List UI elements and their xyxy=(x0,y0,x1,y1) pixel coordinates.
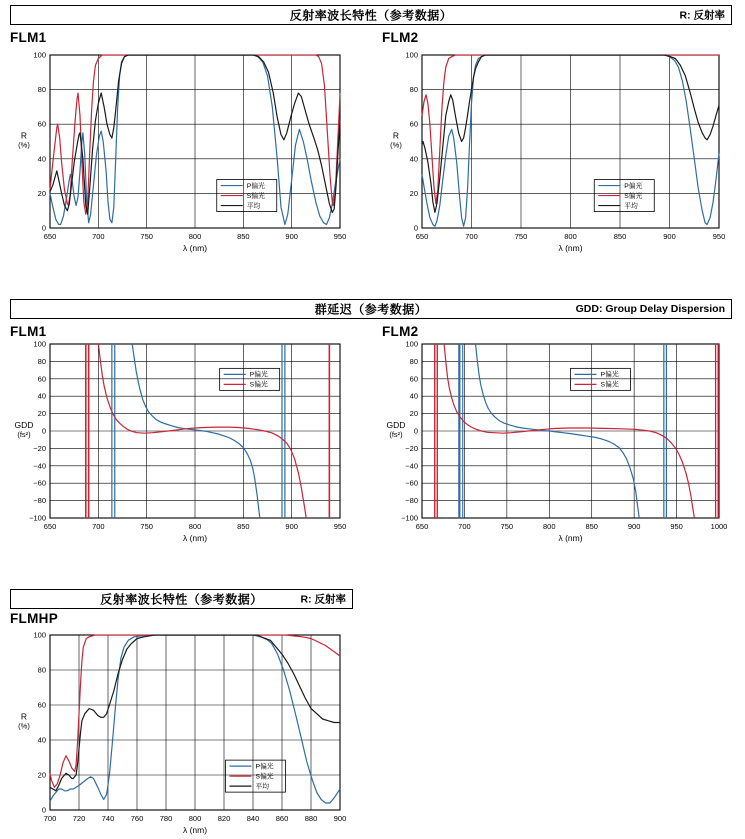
svg-text:700: 700 xyxy=(43,814,57,823)
svg-text:40: 40 xyxy=(409,391,418,401)
svg-text:S偏光: S偏光 xyxy=(600,381,619,389)
svg-text:60: 60 xyxy=(37,374,46,384)
svg-text:900: 900 xyxy=(627,522,641,531)
svg-text:740: 740 xyxy=(101,814,115,823)
chart-flm2-gdd xyxy=(382,339,731,548)
svg-text:900: 900 xyxy=(333,814,347,823)
svg-text:R: R xyxy=(20,130,28,141)
svg-text:860: 860 xyxy=(275,814,289,823)
svg-text:820: 820 xyxy=(217,814,231,823)
svg-text:800: 800 xyxy=(543,522,556,531)
section-note: R: 反射率 xyxy=(300,593,346,606)
svg-text:720: 720 xyxy=(72,814,86,823)
svg-text:650: 650 xyxy=(415,232,429,241)
chart-title-flm2-gdd: FLM2 xyxy=(382,324,419,339)
svg-text:S偏光: S偏光 xyxy=(255,773,274,781)
svg-text:20: 20 xyxy=(37,770,46,780)
svg-text:P偏光: P偏光 xyxy=(255,763,274,771)
svg-text:0: 0 xyxy=(41,223,46,233)
chart-title-flm1-r: FLM1 xyxy=(10,30,47,45)
svg-text:0: 0 xyxy=(413,223,418,233)
svg-text:1000: 1000 xyxy=(710,522,728,531)
svg-text:0: 0 xyxy=(41,805,46,815)
svg-text:100: 100 xyxy=(405,50,418,60)
section-title: 反射率波长特性（参考数据） xyxy=(100,592,263,607)
svg-text:60: 60 xyxy=(37,119,46,129)
svg-text:20: 20 xyxy=(37,188,46,198)
svg-text:840: 840 xyxy=(246,814,260,823)
svg-text:−100: −100 xyxy=(29,513,46,523)
svg-text:60: 60 xyxy=(409,374,418,384)
svg-text:20: 20 xyxy=(409,409,418,419)
svg-text:60: 60 xyxy=(409,119,418,129)
svg-text:S偏光: S偏光 xyxy=(249,381,268,389)
svg-text:λ (nm): λ (nm) xyxy=(182,243,208,253)
svg-text:950: 950 xyxy=(333,232,347,241)
svg-text:80: 80 xyxy=(409,356,418,366)
svg-text:P偏光: P偏光 xyxy=(600,371,619,379)
svg-text:700: 700 xyxy=(92,522,105,531)
svg-text:GDD: GDD xyxy=(386,420,406,430)
chart-flm1-gdd xyxy=(10,339,352,548)
svg-text:950: 950 xyxy=(712,232,726,241)
chart-flm1-reflectivity xyxy=(10,50,352,258)
svg-text:−80: −80 xyxy=(33,496,46,506)
svg-text:P偏光: P偏光 xyxy=(246,182,265,190)
chart-flm2-reflectivity xyxy=(382,50,731,258)
svg-text:−40: −40 xyxy=(405,461,418,471)
section-note: GDD: Group Delay Dispersion xyxy=(575,303,725,315)
svg-text:900: 900 xyxy=(285,522,298,531)
svg-text:P偏光: P偏光 xyxy=(624,182,643,190)
svg-text:λ (nm): λ (nm) xyxy=(558,533,583,543)
svg-text:850: 850 xyxy=(237,522,250,531)
svg-text:(%): (%) xyxy=(390,140,402,150)
svg-text:80: 80 xyxy=(409,85,418,95)
svg-text:80: 80 xyxy=(37,665,46,675)
section-note: R: 反射率 xyxy=(679,9,725,22)
svg-text:(%): (%) xyxy=(18,721,30,731)
svg-text:780: 780 xyxy=(159,814,173,823)
svg-text:100: 100 xyxy=(405,339,418,349)
section-header-reflectivity-1 xyxy=(10,5,732,25)
svg-text:650: 650 xyxy=(43,522,57,531)
svg-text:700: 700 xyxy=(458,522,471,531)
svg-text:40: 40 xyxy=(37,735,46,745)
svg-text:−100: −100 xyxy=(401,513,418,523)
svg-text:760: 760 xyxy=(130,814,144,823)
svg-text:R: R xyxy=(392,130,400,141)
svg-text:40: 40 xyxy=(37,154,46,164)
svg-text:(%): (%) xyxy=(18,140,30,150)
section-title: 群延迟（参考数据） xyxy=(314,302,428,317)
svg-text:R: R xyxy=(20,711,28,722)
svg-text:20: 20 xyxy=(409,188,418,198)
svg-text:650: 650 xyxy=(43,232,57,241)
svg-text:850: 850 xyxy=(237,232,250,241)
svg-text:λ (nm): λ (nm) xyxy=(182,825,208,835)
svg-text:−20: −20 xyxy=(33,443,46,453)
svg-text:P偏光: P偏光 xyxy=(249,371,268,379)
svg-text:900: 900 xyxy=(663,232,676,241)
svg-text:700: 700 xyxy=(465,232,478,241)
svg-text:880: 880 xyxy=(304,814,318,823)
svg-text:700: 700 xyxy=(92,232,105,241)
svg-text:750: 750 xyxy=(140,232,153,241)
svg-text:20: 20 xyxy=(37,409,46,419)
chart-title-flmhp: FLMHP xyxy=(10,611,58,626)
svg-text:0: 0 xyxy=(41,426,46,436)
svg-text:平均: 平均 xyxy=(255,783,270,791)
svg-text:−40: −40 xyxy=(33,461,46,471)
svg-text:80: 80 xyxy=(37,85,46,95)
chart-flmhp-reflectivity xyxy=(10,630,352,839)
svg-text:40: 40 xyxy=(409,154,418,164)
svg-text:900: 900 xyxy=(285,232,298,241)
svg-text:100: 100 xyxy=(33,630,46,640)
svg-text:平均: 平均 xyxy=(624,202,638,210)
svg-text:40: 40 xyxy=(37,391,46,401)
svg-text:60: 60 xyxy=(37,700,46,710)
svg-text:950: 950 xyxy=(670,522,683,531)
svg-text:GDD: GDD xyxy=(14,420,34,430)
svg-text:−60: −60 xyxy=(33,478,46,488)
svg-text:800: 800 xyxy=(188,522,202,531)
svg-text:λ (nm): λ (nm) xyxy=(558,243,583,253)
section-title: 反射率波长特性（参考数据） xyxy=(289,8,453,23)
svg-text:750: 750 xyxy=(500,522,514,531)
svg-text:100: 100 xyxy=(33,339,46,349)
svg-text:800: 800 xyxy=(564,232,577,241)
svg-text:S偏光: S偏光 xyxy=(246,192,265,200)
svg-text:0: 0 xyxy=(413,426,418,436)
svg-text:−20: −20 xyxy=(405,443,418,453)
svg-text:800: 800 xyxy=(188,232,202,241)
svg-text:平均: 平均 xyxy=(246,202,261,210)
svg-text:80: 80 xyxy=(37,356,46,366)
svg-text:800: 800 xyxy=(188,814,202,823)
svg-text:750: 750 xyxy=(514,232,528,241)
svg-text:650: 650 xyxy=(415,522,429,531)
svg-text:100: 100 xyxy=(33,50,46,60)
svg-text:(fs²): (fs²) xyxy=(389,430,403,439)
section-header-gdd xyxy=(10,299,732,319)
svg-text:850: 850 xyxy=(585,522,598,531)
svg-text:λ (nm): λ (nm) xyxy=(182,533,208,543)
svg-text:950: 950 xyxy=(333,522,347,531)
svg-text:S偏光: S偏光 xyxy=(624,192,643,200)
svg-text:(fs²): (fs²) xyxy=(17,430,31,439)
section-header-reflectivity-2 xyxy=(10,589,353,609)
svg-text:750: 750 xyxy=(140,522,153,531)
svg-text:850: 850 xyxy=(613,232,627,241)
chart-title-flm2-r: FLM2 xyxy=(382,30,419,45)
chart-title-flm1-gdd: FLM1 xyxy=(10,324,47,339)
svg-text:−80: −80 xyxy=(405,496,418,506)
svg-text:−60: −60 xyxy=(405,478,418,488)
